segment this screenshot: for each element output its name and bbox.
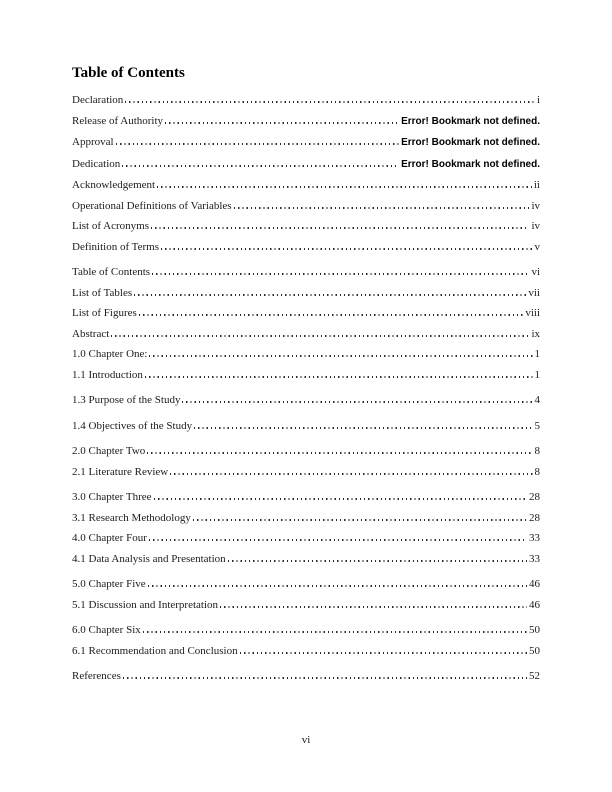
toc-entry-page: viii — [525, 307, 540, 319]
toc-entry-label: 3.1 Research Methodology — [72, 511, 191, 524]
dot-leader — [220, 606, 527, 608]
dot-leader — [125, 101, 535, 103]
toc-entry-label: 6.1 Recommendation and Conclusion — [72, 644, 238, 657]
toc-entry-page: 5 — [534, 419, 540, 432]
toc-entry — [72, 326, 540, 342]
toc-entry-label: 1.4 Objectives of the Study — [72, 419, 193, 432]
toc-entry — [72, 177, 540, 193]
toc-entry-page: ix — [531, 327, 540, 340]
toc-entry — [72, 576, 540, 592]
toc-entry-page: 8 — [534, 445, 540, 457]
dot-leader — [240, 652, 527, 654]
toc-entry-page: vii — [528, 286, 540, 299]
dot-leader — [123, 677, 527, 679]
dot-leader — [139, 314, 524, 316]
toc-entry-label: Acknowledgement — [72, 179, 156, 191]
dot-leader — [111, 335, 529, 337]
dot-leader — [145, 376, 533, 378]
toc-entry-label: 5.1 Discussion and Interpretation — [72, 598, 219, 611]
toc-entry — [72, 443, 540, 459]
dot-leader — [165, 122, 399, 124]
toc-entry-label: Declaration — [72, 94, 124, 106]
toc-entry-page: iv — [531, 220, 540, 232]
toc-entry — [72, 156, 540, 173]
toc-entry-label: Definition of Terms — [72, 240, 160, 253]
toc-entry — [72, 551, 540, 567]
toc-entry-label: List of Figures — [72, 307, 137, 319]
dot-leader — [194, 427, 532, 429]
dot-leader — [134, 294, 526, 296]
toc-entry-page: v — [534, 240, 540, 253]
toc-entry-page: 4 — [534, 394, 540, 406]
toc-entry-label: List of Acronyms — [72, 220, 149, 232]
toc-entry — [72, 418, 540, 434]
toc-entry-label: 1.0 Chapter One: — [72, 348, 148, 360]
toc-entry-page: 33 — [529, 552, 540, 565]
toc-entry-page: vi — [531, 266, 540, 278]
dot-leader — [151, 227, 529, 229]
toc-entry-page: Error! Bookmark not defined. — [401, 115, 540, 127]
footer-page-number: vi — [301, 734, 311, 746]
toc-entry — [72, 134, 540, 151]
toc-entry — [72, 218, 540, 234]
toc-entry-label: 4.0 Chapter Four — [72, 532, 147, 544]
toc-entry-page: 1 — [534, 368, 540, 381]
toc-entry-page: 46 — [529, 578, 540, 590]
toc-entry-page: i — [536, 94, 540, 106]
toc-entry — [72, 464, 540, 480]
dot-leader — [149, 539, 527, 541]
toc-entry-label: References — [72, 670, 121, 682]
toc-entry-label: 4.1 Data Analysis and Presentation — [72, 552, 226, 565]
toc-entry-label: 2.1 Literature Review — [72, 465, 169, 478]
toc-entry — [72, 489, 540, 505]
toc-entry-label: List of Tables — [72, 286, 133, 299]
dot-leader — [148, 585, 527, 587]
toc-entry-page: Error! Bookmark not defined. — [401, 137, 540, 148]
toc-entry — [72, 198, 540, 214]
toc-entry-page: 1 — [534, 348, 540, 360]
dot-leader — [154, 498, 527, 500]
dot-leader — [152, 273, 529, 275]
toc-entry — [72, 392, 540, 408]
page-title: Table of Contents — [72, 65, 185, 81]
toc-entry-page: 50 — [529, 644, 540, 657]
toc-entry-label: 5.0 Chapter Five — [72, 578, 146, 590]
toc-entry — [72, 239, 540, 255]
dot-leader — [234, 207, 530, 209]
toc-entry-page: 50 — [529, 624, 540, 636]
toc-entry-page: 28 — [529, 511, 540, 524]
toc-entry — [72, 597, 540, 613]
toc-entry-page: iv — [531, 199, 540, 212]
toc-entry-label: Table of Contents — [72, 266, 151, 278]
toc-entry-page: 52 — [529, 670, 540, 682]
dot-leader — [182, 401, 532, 403]
dot-leader — [116, 143, 400, 145]
toc-entry-page: 33 — [529, 532, 540, 544]
toc-entry-label: 3.0 Chapter Three — [72, 491, 152, 503]
toc-entry — [72, 510, 540, 526]
toc-entry-label: 1.1 Introduction — [72, 368, 143, 381]
toc-entry — [72, 113, 540, 130]
dot-leader — [143, 631, 527, 633]
toc-entry-label: Operational Definitions of Variables — [72, 199, 232, 212]
toc-entry-page: ii — [533, 179, 540, 191]
dot-leader — [170, 473, 532, 475]
toc-entry-page: 46 — [529, 598, 540, 611]
toc-entry — [72, 643, 540, 659]
toc-entry-label: 6.0 Chapter Six — [72, 624, 141, 636]
toc-entry-label: Dedication — [72, 157, 121, 170]
toc-entry — [72, 264, 540, 280]
toc-entry — [72, 305, 540, 321]
toc-entry-label: 2.0 Chapter Two — [72, 445, 146, 457]
dot-leader — [147, 452, 532, 454]
toc-entry — [72, 622, 540, 638]
toc-entry-label: Approval — [72, 136, 114, 148]
toc-entry-label: Release of Authority — [72, 114, 164, 127]
toc-entry-label: 1.3 Purpose of the Study — [72, 394, 181, 406]
toc-entry — [72, 92, 540, 108]
toc-entry-page: Error! Bookmark not defined. — [401, 158, 540, 170]
toc-entry — [72, 530, 540, 546]
dot-leader — [122, 165, 399, 167]
dot-leader — [193, 519, 527, 521]
dot-leader — [149, 355, 532, 357]
dot-leader — [161, 248, 532, 250]
toc-list — [72, 92, 540, 684]
toc-entry-page: 8 — [534, 465, 540, 478]
dot-leader — [228, 560, 527, 562]
document-content — [72, 64, 540, 684]
toc-entry — [72, 285, 540, 301]
toc-entry-page: 28 — [529, 491, 540, 503]
toc-entry — [72, 346, 540, 362]
dot-leader — [157, 186, 532, 188]
toc-entry-label: Abstract — [72, 327, 110, 340]
toc-entry — [72, 668, 540, 684]
toc-entry — [72, 367, 540, 383]
